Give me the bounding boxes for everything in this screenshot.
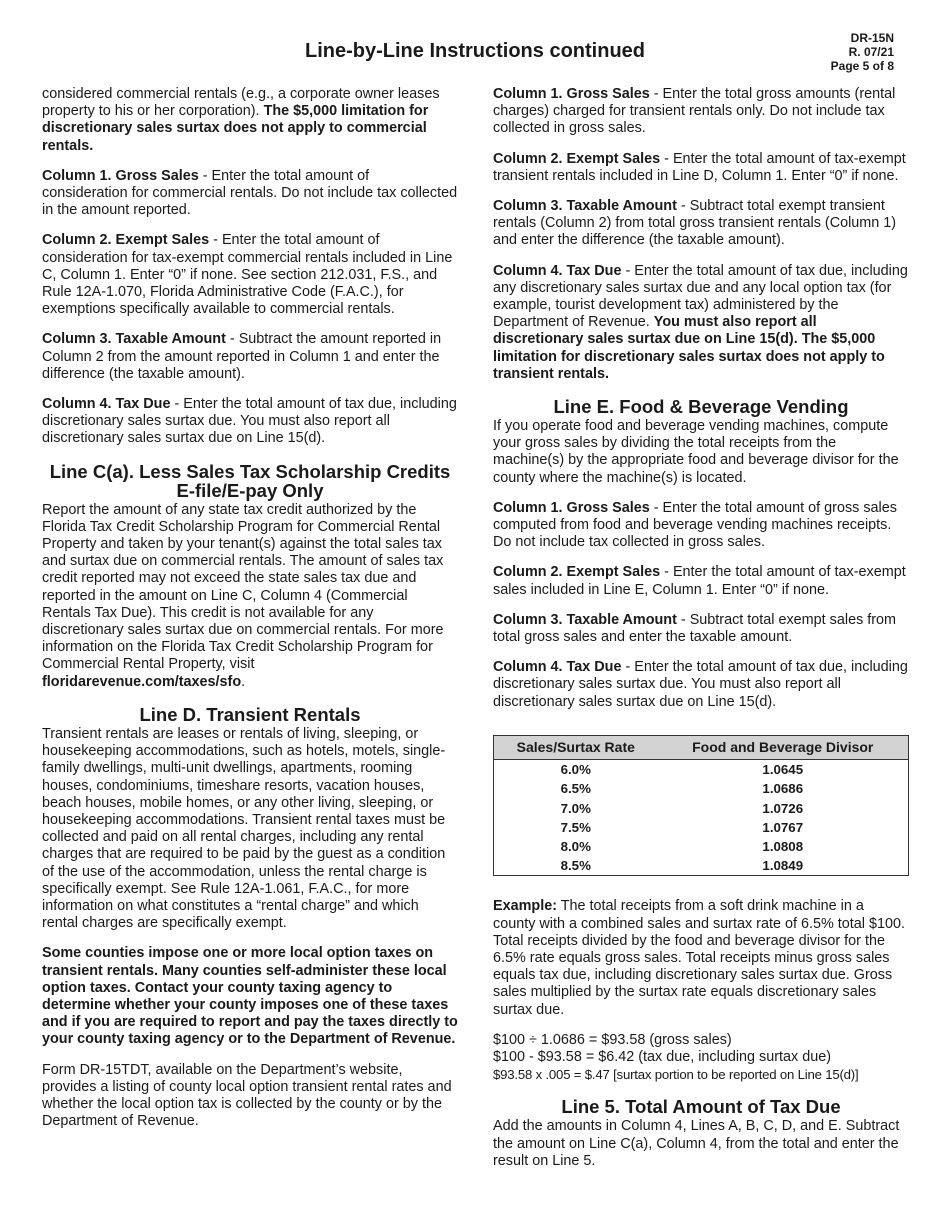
line-d-text: Transient rentals are leases or rentals of living, sleeping, or housekeeping accommodations, such as hotels, motels, single-family dwellings, multi-unit dwellings, apartments, rooming houses, condominiums, timeshare resorts, vacation houses, beach houses, mobile homes, or any other living, sleeping, or housekeeping accommodations. Transient rental taxes must be collected and paid on all rental charges, including any rental charges that are required to be paid by the guest as a condition of the use of the accommodation, unless the rental charge is specifically exempt. See Rule 12A-1.061, F.A.C., for more information on what constitutes a “rental charge” and which rental charges are specifically exempt. (42, 725, 446, 932)
line-d-form-note: Form DR-15TDT, available on the Department’s website, provides a listing of county local option transient rental rates and whether the local option tax is collected by the county or by the Department of Revenue. (42, 1061, 452, 1130)
commercial-intro: considered commercial rentals (e.g., a corporate owner leases property to his or her corporation). The $5,000 limitation for discretionary sales surtax does not apply to commercial rentals. (42, 86, 440, 154)
line-e-text: If you operate food and beverage vending machines, compute your gross sales by dividing the total receipts from the machine(s) by the appropriate food and beverage divisor for the county where the machine(s) is located. (493, 418, 899, 486)
vending-column-4: Column 4. Tax Due - Enter the total amount of tax due, including discretionary sales surtax due. You must also report all discretionary sales surtax due on Line 15(d). (493, 659, 908, 710)
table-row: 8.0% 1.0808 (560, 838, 804, 854)
calc-tax-due: $100 - $93.58 = $6.42 (tax due, including surtax due) (493, 1048, 832, 1065)
vending-column-2: Column 2. Exempt Sales - Enter the total amount of tax-exempt sales included in Line E, Column 1. Enter “0” if none. (493, 564, 906, 598)
vending-column-3: Column 3. Taxable Amount - Subtract total exempt sales from total gross sales and enter the taxable amount. (493, 611, 897, 646)
commercial-column-1: Column 1. Gross Sales - Enter the total amount of consideration for commercial rentals. Do not include tax collected in the amount reported. (42, 167, 458, 219)
page-number: Page 5 of 8 (830, 59, 894, 73)
commercial-column-3: Column 3. Taxable Amount - Subtract the amount reported in Column 2 from the amount reported in Column 1 and enter the difference (the taxable amount). (42, 331, 442, 382)
calc-gross-sales: $100 ÷ 1.0686 = $93.58 (gross sales) (493, 1031, 732, 1048)
table-row: 6.0% 1.0645 (560, 762, 804, 778)
divisor-table (493, 735, 909, 876)
line-5-heading: Line 5. Total Amount of Tax Due (561, 1096, 841, 1118)
commercial-column-4: Column 4. Tax Due - Enter the total amount of tax due, including discretionary sales surtax due. You must also report all discretionary sales surtax due on Line 15(d). (42, 396, 457, 447)
sfo-link[interactable]: floridarevenue.com/taxes/sfo (42, 673, 242, 690)
transient-column-1: Column 1. Gross Sales - Enter the total gross amounts (rental charges) charged for transient rentals only. Do not include tax collected in gross sales. (493, 86, 896, 137)
transient-column-2: Column 2. Exempt Sales - Enter the total amount of tax-exempt transient rentals included in Line D, Column 1. Enter “0” if none. (493, 150, 906, 184)
table-header-row (494, 735, 909, 759)
table-row: 8.5% 1.0849 (560, 858, 804, 874)
table-row: 7.0% 1.0726 (560, 800, 804, 816)
calc-surtax: $93.58 x .005 = $.47 [surtax portion to be reported on Line 15(d)] (493, 1067, 859, 1083)
line-d-heading: Line D. Transient Rentals (139, 703, 361, 725)
line-d-local-option-note: Some counties impose one or more local option taxes on transient rentals. Many counties self-administer these local option taxes. Contact your county taxing agency to determine whether your county imposes one of these taxes and if you are required to report and pay the taxes directly to your county taxing agency or to the Department of Revenue. (42, 945, 458, 1048)
line-ca-text: Report the amount of any state tax credit authorized by the Florida Tax Credit Scholarship Program for Commercial Rental Property and taken by your tenant(s) against the total sales tax and surtax due on commercial rentals. The amount of sales tax credit reported may not exceed the state sales tax due and reported in the amount on Line C, Column 4 (Commercial Rentals Tax Due). This credit is not available for any discretionary sales surtax due on commercial rentals. For more information on the Florida Tax Credit Scholarship Program for Commercial Rental Property, visit floridarevenue.com/taxes/sfo. (42, 501, 444, 690)
form-code: DR-15N (850, 31, 894, 45)
transient-column-3: Column 3. Taxable Amount - Subtract total exempt transient rentals (Column 2) from total gross transient rentals (Column 1) and enter the difference (the taxable amount). (493, 198, 897, 249)
commercial-column-2: Column 2. Exempt Sales - Enter the total amount of consideration for tax-exempt commercial rentals included in Line C, Column 1. Enter “0” if none. See section 212.031, F.S., and Rule 12A-1.070, Florida Administrative Code (F.A.C.), for exemptions specifically available to commercial rentals. (42, 232, 453, 318)
table-row: 7.5% 1.0767 (560, 819, 804, 835)
transient-column-4: Column 4. Tax Due - Enter the total amount of tax due, including any discretionary sales surtax due and any local option tax (for example, tourist development tax) administered by the Department of Revenue. You must also report all discretionary sales surtax due on Line 15(d). The $5,000 limitation for discretionary sales surtax does not apply to transient rentals. (493, 262, 908, 382)
left-column (42, 86, 458, 1143)
example-text: Example: The total receipts from a soft drink machine in a county with a combined sales and surtax rate of 6.5% total $100. Total receipts divided by the food and beverage divisor for the 6.5% rate equals gross sales. Total receipts minus gross sales equals tax due, including discretionary sales surtax due. Gross sales multiplied by the surtax rate equals discretionary sales surtax due. (493, 898, 905, 1018)
line-ca-heading: Line C(a). Less Sales Tax Scholarship Credits E-file/E-pay Only (49, 460, 451, 501)
rate-column-header: Sales/Surtax Rate (494, 735, 658, 759)
right-column (493, 86, 909, 1183)
page-title: Line-by-Line Instructions continued (305, 40, 645, 62)
vending-column-1: Column 1. Gross Sales - Enter the total amount of gross sales computed from food and beverage vending machines receipts. Do not include tax collected in gross sales. (493, 499, 897, 551)
line-e-heading: Line E. Food & Beverage Vending (553, 396, 849, 418)
line-5-text: Add the amounts in Column 4, Lines A, B, C, D, and E. Subtract the amount on Line C(a), Column 4, from the total and enter the result on Line 5. (493, 1118, 900, 1169)
divisor-column-header: Food and Beverage Divisor (658, 735, 909, 759)
form-revision: R. 07/21 (848, 45, 894, 59)
table-row: 6.5% 1.0686 (560, 781, 804, 797)
